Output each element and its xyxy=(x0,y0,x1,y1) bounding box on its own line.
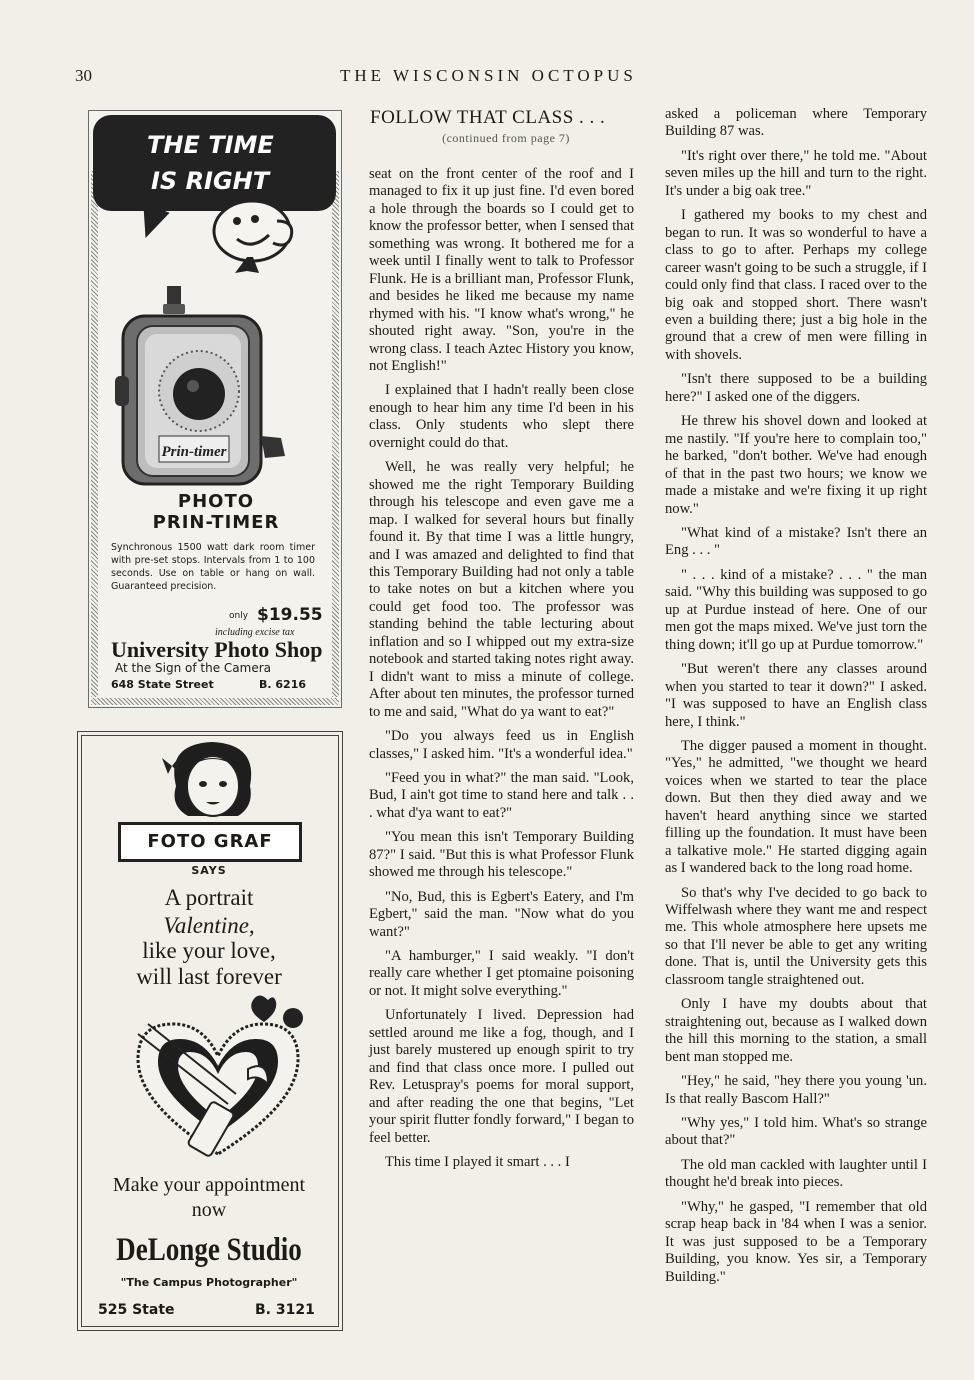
printimer-device-icon xyxy=(115,286,290,491)
girl-portrait-icon xyxy=(158,736,268,832)
paragraph: He threw his shovel down and looked at me nastily. "If you're here to complain too," he barked, "don't bother. We've had enough of that in the past two hours; we know we made a mistake and we're fixing it up right now." xyxy=(665,413,927,517)
studio-name: DeLonge Studio xyxy=(116,1232,302,1268)
price-prefix: only xyxy=(229,611,249,621)
tagline-line-3: like your love, xyxy=(142,938,276,963)
appointment-text xyxy=(78,1173,340,1223)
tagline-line-2: Valentine, xyxy=(163,913,255,938)
shop-phone: B. 6216 xyxy=(259,678,307,691)
product-description: Synchronous 1500 watt dark room timer with pre-set stops. Intervals from 1 to 100 seconds. Use on table or hang on wall. Guaranteed precision. xyxy=(111,542,315,592)
article-column-1 xyxy=(369,166,634,1178)
paragraph: Well, he was really very helpful; he showed me the right Temporary Building through his telescope and even gave me a map. I walked for several hours but finally found it. By that time I was a little hungry, and I was amazed and delighted to find that this Temporary Building had not only a table to take notes on but a kitchen where you could get food too. The professor was standing behind the table lecturing about inflation and so I whipped out my extra-size notebook and started taking notes right away. I didn't want to miss a minute of college. After about ten minutes, the professor turned to me and said, "What do ya want to eat?" xyxy=(369,459,634,720)
paragraph: "A hamburger," I said weakly. "I don't really care whether I get ptomaine poisoning or not. It might solve everything." xyxy=(369,948,634,999)
paragraph: "It's right over there," he told me. "About seven miles up the hill and turn to the right. It's under a big oak tree." xyxy=(665,147,927,199)
paragraph: "Feed you in what?" the man said. "Look, Bud, I ain't got time to stand here and talk . . . what d'ya want to eat?" xyxy=(369,769,634,821)
paragraph: "Hey," he said, "hey there you young 'un. Is that really Bascom Hall?" xyxy=(665,1073,927,1107)
paragraph: "Why yes," I told him. What's so strange about that?" xyxy=(665,1115,927,1149)
paragraph: "You mean this isn't Temporary Building 87?" I said. "But this is what Professor Flunk showed me through his telescope." xyxy=(369,829,634,881)
studio-address: 525 State xyxy=(98,1302,175,1318)
paragraph: I gathered my books to my chest and began to run. It was so wonderful to have a class to go to after. Perhaps my college career wasn't going to be such a struggle, if I could only find that class. I raced over to the big oak and stopped short. There wasn't even a building there; just a big hole in the ground that a crew of men were filling in with shovels. xyxy=(665,207,927,363)
foto-graf-banner: FOTO GRAF xyxy=(118,822,302,862)
studio-phone: B. 3121 xyxy=(255,1302,315,1318)
tagline-line-1: A portrait xyxy=(164,885,254,910)
delonge-studio-ad xyxy=(77,731,343,1331)
paragraph: "What kind of a mistake? Isn't there an Eng . . . " xyxy=(665,524,927,559)
shop-sign: At the Sign of the Camera xyxy=(115,661,271,675)
paragraph: So that's why I've decided to go back to Wiffelwash where they want me and respect me. This whole atmosphere here upsets me so that I'll never be able to get any writing done. That is, until the University gets this classroom tangle straightened out. xyxy=(665,884,927,988)
product-title-line-1: PHOTO xyxy=(177,491,255,512)
shop-name: University Photo Shop xyxy=(111,637,323,662)
product-title xyxy=(89,491,343,533)
appointment-line-2: now xyxy=(191,1199,227,1221)
hatch-border-right xyxy=(332,171,339,697)
paragraph: seat on the front center of the roof and I managed to fix it up just fine. I'd even bored a hole through the boards so I could get to know the professor better, when I sensed that something was wrong. It bothered me for a week until I finally went to talk to Professor Flunk. He is a brilliant man, Professor Flunk, and besides he liked me because my name rhymed with his. "I know what's wrong," he shouted right away. "Son, you're in the wrong class. I teach Aztec History you know, not English!" xyxy=(369,166,634,374)
says-label: SAYS xyxy=(191,864,227,877)
banner-line-2: IS RIGHT xyxy=(151,167,270,195)
paragraph: "Isn't there supposed to be a building here?" I asked one of the diggers. xyxy=(665,371,927,405)
paragraph: I explained that I hadn't really been close enough to hear him any time I'd been in his class. Only students who slept there overnight could do that. xyxy=(369,382,634,451)
svg-text:Prin-timer: Prin-timer xyxy=(161,444,227,460)
product-title-line-2: PRIN-TIMER xyxy=(152,512,280,533)
shop-address: 648 State Street xyxy=(111,678,214,691)
paragraph: The old man cackled with laughter until I thought he'd break into pieces. xyxy=(665,1156,927,1191)
tagline-line-4: will last forever xyxy=(136,964,282,989)
paragraph: "Why," he gasped, "I remember that old scrap heap back in '84 when I was a senior. It was just supposed to be a Temporary Building, you know. Yes sir, a Temporary Building." xyxy=(665,1198,927,1285)
appointment-line-1: Make your appointment xyxy=(112,1174,306,1196)
continued-note: (continued from page 7) xyxy=(442,131,570,145)
cartoon-face-icon xyxy=(207,191,307,281)
paragraph: "Do you always feed us in English classes," I asked him. "It's a wonderful idea." xyxy=(369,728,634,762)
article-column-2 xyxy=(665,106,927,1293)
running-head: THE WISCONSIN OCTOPUS xyxy=(340,66,637,85)
article-title: FOLLOW THAT CLASS . . . xyxy=(370,107,606,128)
paragraph: The digger paused a moment in thought. "Yes," he admitted, "we thought we heard voices when we started to tear the place down. But then they died away and we haven't heard anything since we started filling up the foundation. It must have been a talkative mole." He started digging again as I wandered back to the long road home. xyxy=(665,737,927,877)
valentine-heart-icon xyxy=(118,994,318,1169)
paragraph: Unfortunately I lived. Depression had settled around me like a fog, though, and I just barely mustered up enough spirit to try and find that class once more. I pulled out Rev. Letuspray's poems for moral support, and after reading the one that begins, "Let your spirit flutter fondly forward," I began to feel better. xyxy=(369,1007,634,1146)
paragraph: "No, Bud, this is Egbert's Eatery, and I'm Egbert," said the man. "Now what do you want?" xyxy=(369,888,634,940)
studio-tagline: "The Campus Photographer" xyxy=(120,1276,298,1289)
price-value: $19.55 xyxy=(257,605,323,625)
paragraph: "But weren't there any classes around when you started to tear it down?" I asked. "I was supposed to have an English class here, I think." xyxy=(665,661,927,730)
paragraph: asked a policeman where Temporary Building 87 was. xyxy=(665,106,927,140)
hatch-border-bottom xyxy=(91,698,339,705)
page-number: 30 xyxy=(75,66,92,85)
price-note: including excise tax xyxy=(215,627,295,638)
paragraph: Only I have my doubts about that straightening out, because as I walked down the hill this morning to the station, a small bent man stopped me. xyxy=(665,996,927,1065)
banner-line-1: THE TIME xyxy=(147,131,274,159)
paragraph: " . . . kind of a mistake? . . . " the man said. "Why this building was supposed to go up at Purdue instead of here. One of our men got the maps mixed. We've just torn the thing down; it'll go up at Purdue tomorrow." xyxy=(665,566,927,653)
hatch-border-left xyxy=(91,171,98,697)
paragraph: This time I played it smart . . . I xyxy=(385,1154,570,1171)
printimer-ad xyxy=(88,110,342,708)
